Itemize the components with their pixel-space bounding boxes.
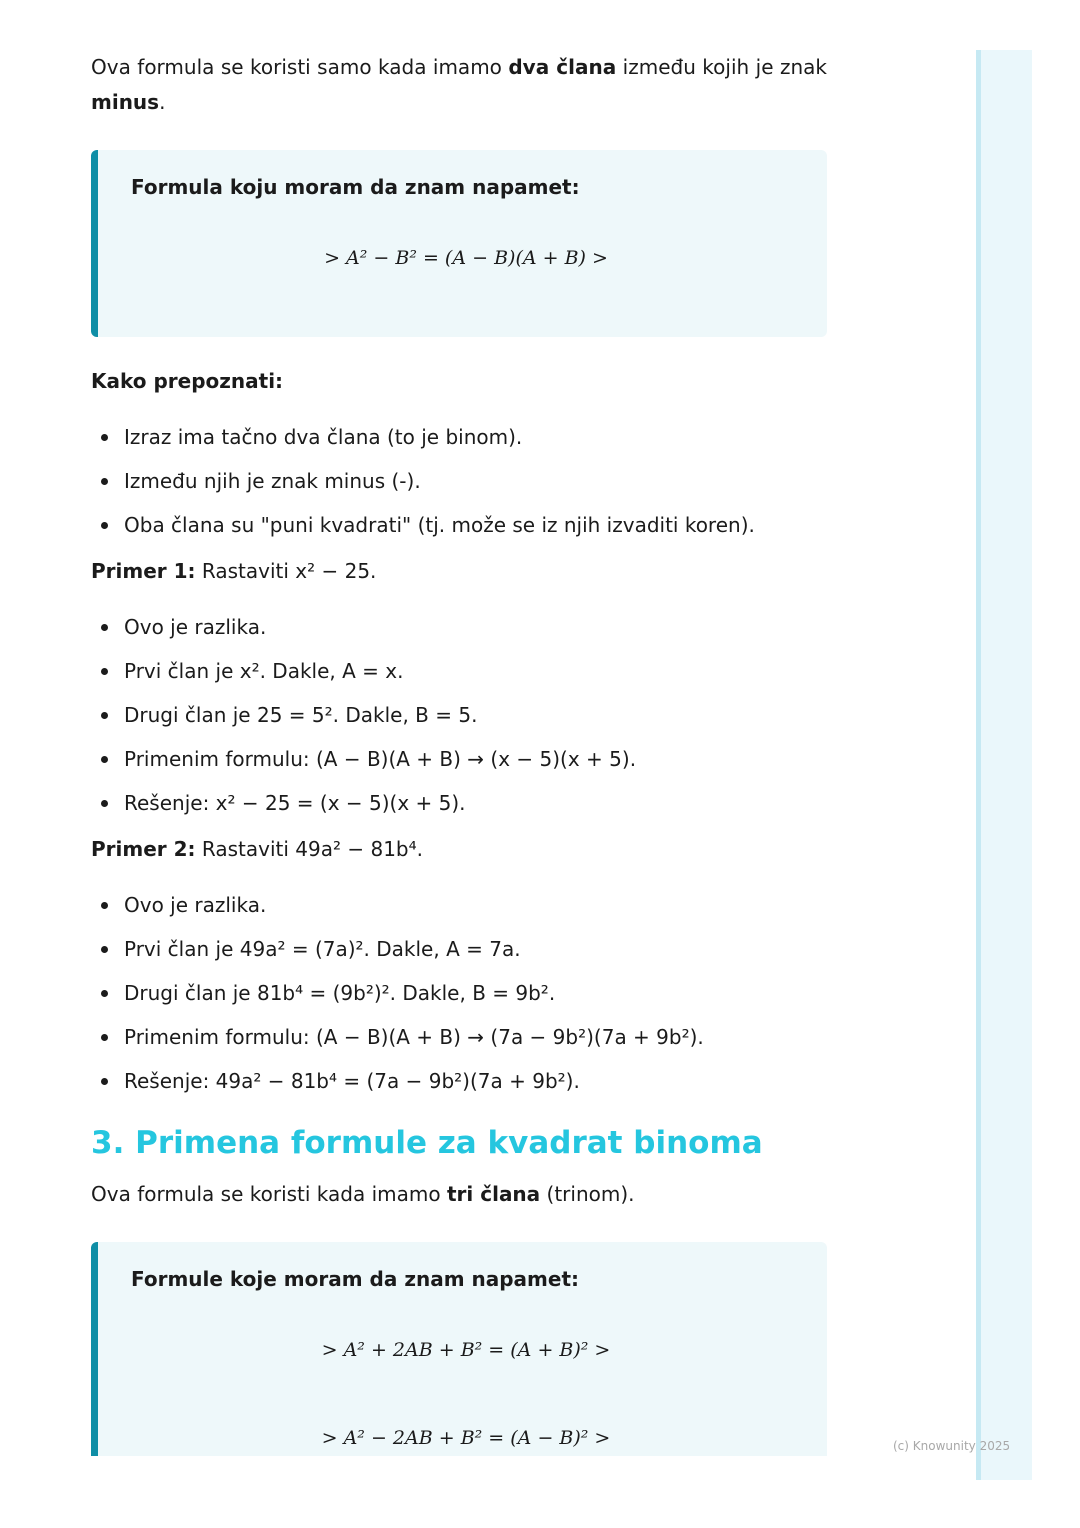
example-1-label: Primer 1:: [91, 559, 196, 583]
formula-callout: [91, 150, 827, 337]
section-3-intro-text: Ova formula se koristi kada imamo: [91, 1182, 447, 1206]
example-2-text: Rastaviti 49a² − 81b⁴.: [195, 837, 423, 861]
list-item: Drugi član je 25 = 5². Dakle, B = 5.: [91, 693, 827, 737]
example-2-label: Primer 2:: [91, 837, 196, 861]
square-of-difference-formula: > A² − 2AB + B² = (A − B)² >: [321, 1427, 611, 1449]
difference-of-squares-formula: > A² − B² = (A − B)(A + B) >: [324, 247, 608, 269]
section-3-heading: 3. Primena formule za kvadrat binoma: [91, 1125, 763, 1161]
list-item: Prvi član je x². Dakle, A = x.: [91, 649, 827, 693]
list-item: Između njih je znak minus (-).: [91, 459, 827, 503]
list-item: Izraz ima tačno dva člana (to je binom).: [91, 415, 827, 459]
section-3-intro-bold: tri člana: [446, 1182, 541, 1206]
intro-text: Ova formula se koristi samo kada imamo: [91, 55, 509, 79]
square-of-sum-formula: > A² + 2AB + B² = (A + B)² >: [321, 1339, 611, 1361]
intro-text: .: [159, 90, 166, 114]
example-2-title: [91, 837, 827, 861]
list-item: Oba člana su "puni kvadrati" (tj. može se iz njih izvaditi koren).: [91, 503, 827, 547]
formula-callout: [91, 1242, 827, 1456]
intro-bold-minus: minus: [91, 90, 160, 114]
list-item: Rešenje: x² − 25 = (x − 5)(x + 5).: [91, 781, 827, 825]
list-item: Rešenje: 49a² − 81b⁴ = (7a − 9b²)(7a + 9b²).: [91, 1059, 827, 1103]
intro-bold-two-terms: dva člana: [508, 55, 617, 79]
example-1-text: Rastaviti x² − 25.: [195, 559, 377, 583]
callout-title: Formula koju moram da znam napamet:: [131, 175, 580, 199]
example-1-steps: [91, 605, 827, 825]
recognize-heading: Kako prepoznati:: [91, 369, 284, 393]
list-item: Primenim formulu: (A − B)(A + B) → (7a − 9b²)(7a + 9b²).: [91, 1015, 827, 1059]
list-item: Ovo je razlika.: [91, 605, 827, 649]
section-3-intro-text: (trinom).: [540, 1182, 635, 1206]
list-item: Ovo je razlika.: [91, 883, 827, 927]
example-2-steps: [91, 883, 827, 1103]
right-margin-divider: [976, 50, 981, 1480]
recognize-list: [91, 415, 827, 547]
section-3-intro: [91, 1177, 827, 1212]
right-margin-panel: [976, 50, 1032, 1480]
list-item: Prvi član je 49a² = (7a)². Dakle, A = 7a.: [91, 927, 827, 971]
copyright-watermark: (c) Knowunity 2025: [893, 1439, 1011, 1453]
example-1-title: [91, 559, 827, 583]
list-item: Drugi član je 81b⁴ = (9b²)². Dakle, B = 9b².: [91, 971, 827, 1015]
intro-paragraph: [91, 50, 827, 120]
callout-title: Formule koje moram da znam napamet:: [131, 1267, 580, 1291]
intro-text: između kojih je znak: [616, 55, 827, 79]
list-item: Primenim formulu: (A − B)(A + B) → (x − 5)(x + 5).: [91, 737, 827, 781]
document-body: [91, 50, 827, 1456]
